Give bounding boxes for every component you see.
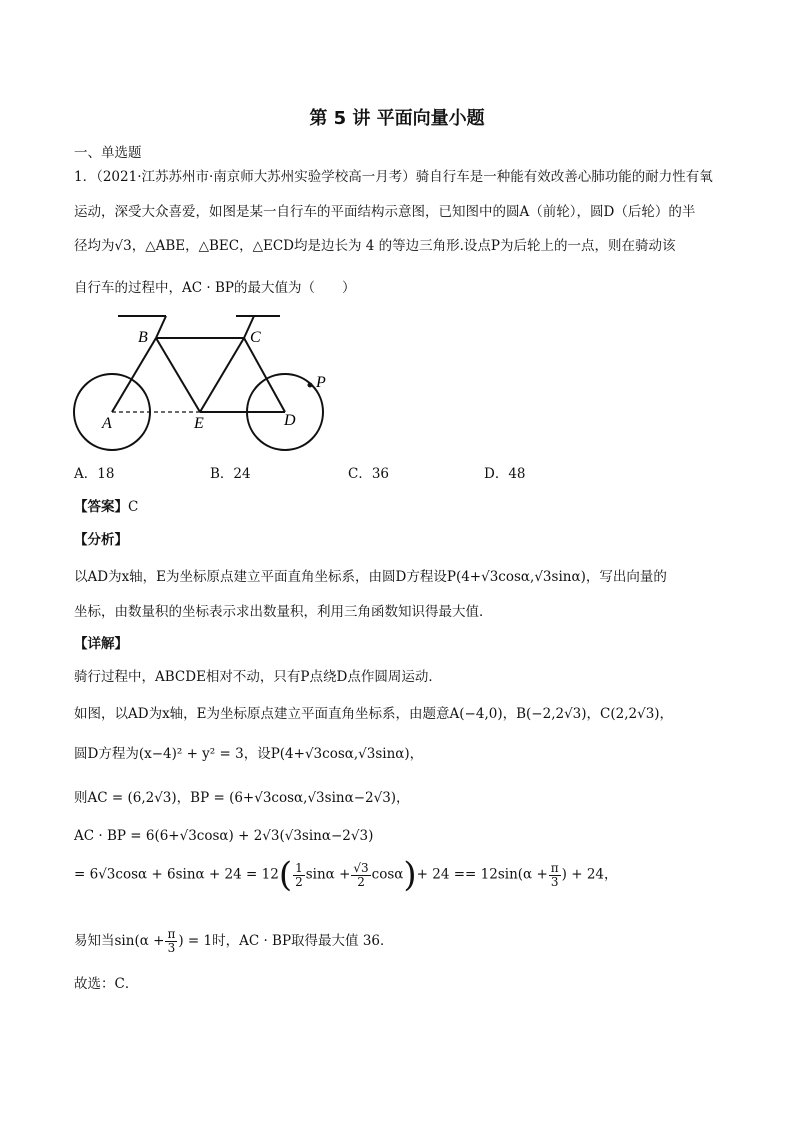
- answer-label: 【答案】: [74, 499, 128, 515]
- question-line-3: 径均为√3，△ABE，△BEC，△ECD均是边长为 4 的等边三角形.设点P为后轮上的一点，则在骑动该: [74, 238, 676, 254]
- answer-value: C: [128, 499, 139, 515]
- frame-line-be: [156, 338, 200, 412]
- analysis-label: 【分析】: [74, 532, 128, 548]
- fraction-pi-third-2: $\frac{\pi}{3}$: [167, 927, 176, 955]
- question-line-2: 运动，深受大众喜爱，如图是某一自行车的平面结构示意图，已知图中的圆A（前轮），圆D（后轮）的半: [74, 204, 696, 220]
- label-b: B: [138, 329, 148, 346]
- detail-label: 【详解】: [74, 636, 128, 652]
- answer-line: [74, 495, 138, 515]
- frame-line-ec: [200, 338, 244, 412]
- choice-a: A．18: [74, 466, 115, 482]
- point-p-dot: [308, 383, 313, 388]
- detail-line-8: 故选：C．: [74, 976, 139, 992]
- detail-line-3: 圆D方程为(x−4)² + y² = 3，设P(4+√3cosα,√3sinα)，: [74, 746, 424, 762]
- detail-line-7: 易知当sin(α + $\frac{\pi}{3}$ ) = 1时，AC · BP取得最大值 36．: [74, 927, 394, 955]
- left-big-paren: (: [278, 855, 293, 895]
- page-title: 第 5 讲 平面向量小题: [309, 108, 485, 129]
- detail-line-6: = 6√3cosα + 6sinα + 24 = 12( $\frac{1}{2}$ sinα + $\frac{√3}{2}$ cosα)+ 24 == 12sin(α + $\frac{\pi}{3}$ ) + 24，: [74, 855, 618, 895]
- choice-b: B．24: [210, 466, 251, 482]
- label-e: E: [194, 415, 204, 432]
- fraction-one-half: $\frac{1}{2}$: [295, 860, 303, 889]
- question-line-4: 自行车的过程中，AC · BP的最大值为（ ）: [74, 280, 356, 296]
- choice-d: D．48: [484, 466, 526, 482]
- label-p: P: [316, 374, 326, 391]
- detail-line-1: 骑行过程中，ABCDE相对不动，只有P点绕D点作圆周运动．: [74, 669, 442, 685]
- detail-line-2: 如图，以AD为x轴，E为坐标原点建立平面直角坐标系，由题意A(−4,0)，B(−2,2√3)，C(2,2√3)，: [74, 706, 674, 722]
- detail-line-5: AC · BP = 6(6+√3cosα) + 2√3(√3sinα−2√3): [74, 828, 374, 844]
- right-big-paren: ): [403, 855, 417, 895]
- choice-c: C．36: [348, 466, 390, 482]
- fraction-pi-third: $\frac{\pi}{3}$: [550, 860, 559, 889]
- label-a: A: [102, 415, 112, 432]
- handlebar-stem: [156, 316, 166, 338]
- section-heading: 一、单选题: [74, 145, 142, 161]
- detail-line-4: 则AC = (6,2√3)，BP = (6+√3cosα,√3sinα−2√3)，: [74, 790, 410, 806]
- analysis-line-2: 坐标，由数量积的坐标表示求出数量积，利用三角函数知识得最大值．: [74, 604, 493, 620]
- fraction-sqrt3-half: $\frac{√3}{2}$: [353, 860, 369, 889]
- question-line-1: 1．（2021·江苏苏州市·南京师大苏州实验学校高一月考）骑自行车是一种能有效改善心肺功能的耐力性有氧: [74, 169, 713, 185]
- analysis-line-1: 以AD为x轴，E为坐标原点建立平面直角坐标系，由圆D方程设P(4+√3cosα,√3sinα)，写出向量的: [74, 569, 667, 585]
- bicycle-figure: [70, 308, 340, 458]
- label-d: D: [284, 412, 296, 429]
- label-c: C: [250, 329, 261, 346]
